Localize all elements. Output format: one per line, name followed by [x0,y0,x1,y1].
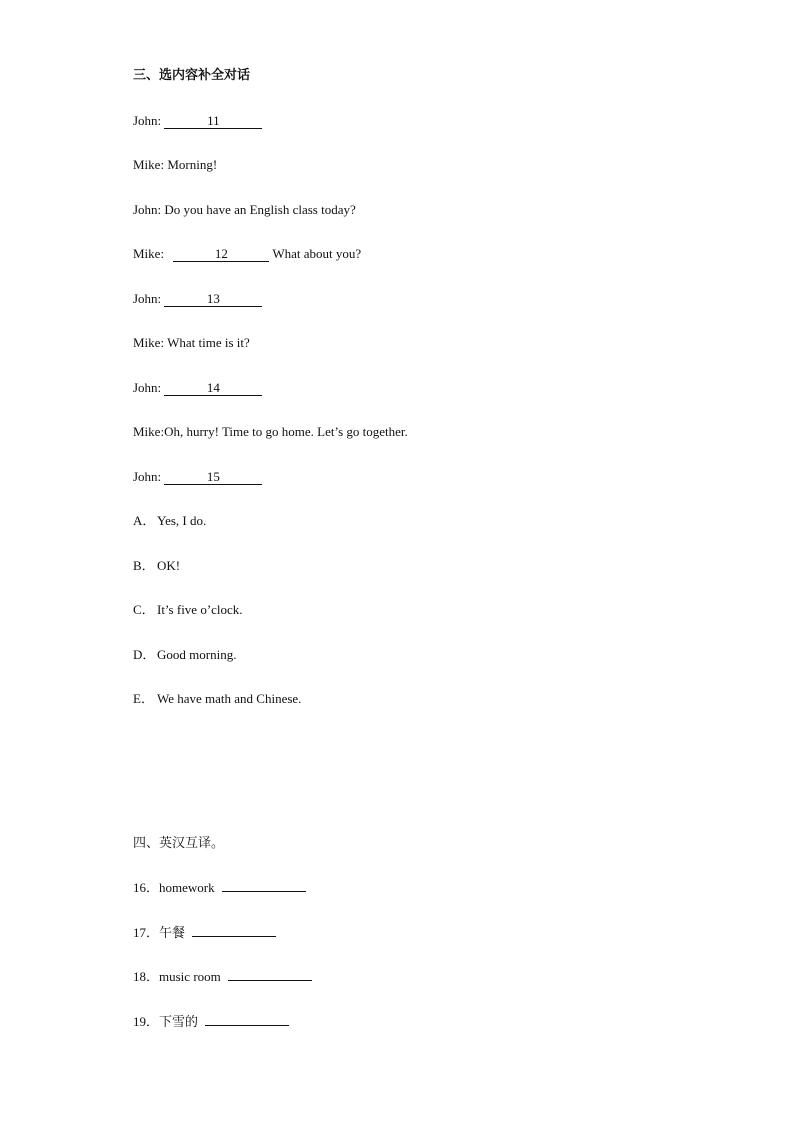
speaker: John: [133,113,162,128]
option-text: Yes, I do. [157,513,207,528]
option-letter: E． [133,691,154,706]
answer-blank-12[interactable]: 12 [173,247,269,262]
translate-item-16 [133,880,306,896]
translate-item-19 [133,1014,289,1031]
speaker: Mike: [133,246,165,261]
dialogue-text: Oh, hurry! Time to go home. Let’s go together. [164,424,408,439]
speaker: John: [133,202,162,217]
option-text: We have math and Chinese. [157,691,302,706]
item-number: 17． [133,925,160,940]
answer-blank-17[interactable] [192,936,276,937]
speaker: Mike: [133,424,165,439]
option-letter: B． [133,558,155,573]
dialogue-line-9 [133,469,262,485]
speaker: John: [133,291,162,306]
item-number: 18． [133,969,160,984]
option-letter: D． [133,647,156,662]
section4-title: 四、英汉互译。 [133,836,225,851]
item-text: homework [159,880,215,895]
speaker: John: [133,469,162,484]
option-letter: C． [133,602,155,617]
option-d [133,647,236,663]
option-a [133,513,206,529]
dialogue-text: What about you? [272,246,362,261]
dialogue-text: Do you have an English class today? [164,202,356,217]
option-text: Good morning. [157,647,237,662]
dialogue-line-5 [133,291,262,307]
translate-item-18 [133,969,312,985]
option-b [133,558,180,574]
answer-blank-19[interactable] [205,1025,289,1026]
item-text: 下雪的 [159,1015,199,1030]
item-number: 19． [133,1014,160,1029]
option-c [133,602,243,618]
answer-blank-16[interactable] [222,891,306,892]
speaker: Mike: [133,335,165,350]
dialogue-text: What time is it? [167,335,250,350]
dialogue-line-4 [133,246,361,262]
answer-blank-15[interactable]: 15 [164,470,262,485]
dialogue-line-3 [133,202,356,218]
item-text: music room [159,969,221,984]
option-e [133,691,301,707]
dialogue-line-1 [133,113,262,129]
answer-blank-18[interactable] [228,980,312,981]
dialogue-line-8 [133,424,408,440]
dialogue-text: Morning! [167,157,218,172]
translate-item-17 [133,925,276,942]
answer-blank-11[interactable]: 11 [164,114,262,129]
dialogue-line-7 [133,380,262,396]
section3-title: 三、选内容补全对话 [133,68,251,83]
answer-blank-14[interactable]: 14 [164,381,262,396]
dialogue-line-2 [133,157,217,173]
dialogue-line-6 [133,335,250,351]
option-text: It’s five o’clock. [157,602,243,617]
option-letter: A． [133,513,156,528]
speaker: Mike: [133,157,165,172]
option-text: OK! [157,558,181,573]
item-text: 午餐 [159,926,186,941]
answer-blank-13[interactable]: 13 [164,292,262,307]
speaker: John: [133,380,162,395]
item-number: 16． [133,880,160,895]
